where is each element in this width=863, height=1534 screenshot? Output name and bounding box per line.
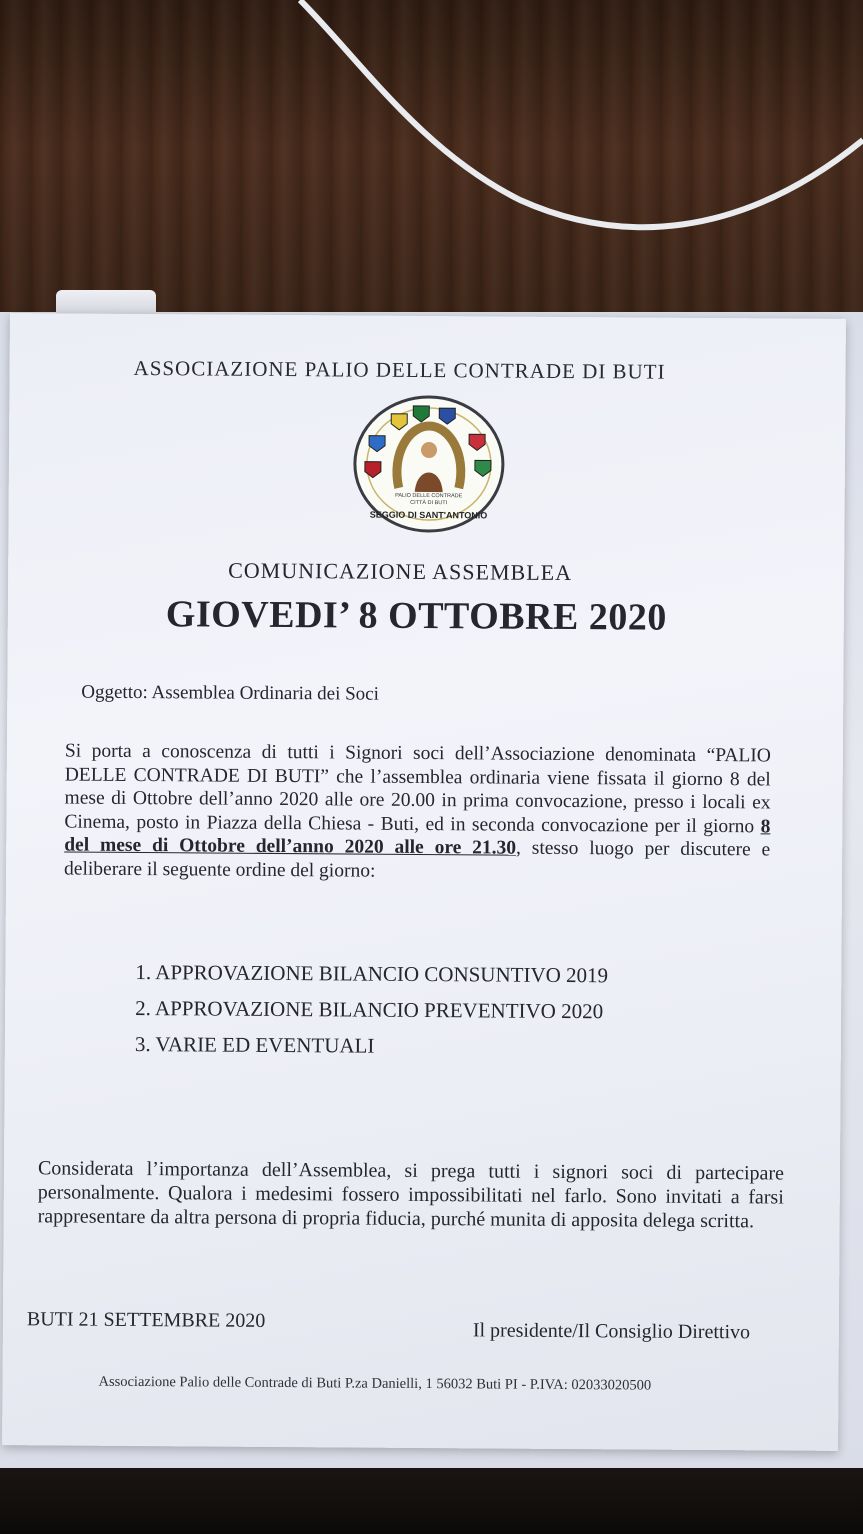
signature: Il presidente/Il Consiglio Direttivo: [472, 1319, 751, 1344]
agenda-item: 1. APPROVAZIONE BILANCIO CONSUNTIVO 2019: [135, 959, 609, 988]
subject-line: Oggetto: Assemblea Ordinaria dei Soci: [81, 681, 379, 705]
logo-text-bottom: SEGGIO DI SANT'ANTONIO: [369, 509, 488, 521]
white-cable: [0, 0, 863, 330]
meeting-date-headline: GIOVEDI’ 8 OTTOBRE 2020: [165, 593, 668, 639]
floor-shadow: [0, 1468, 863, 1534]
agenda-list: [135, 954, 608, 1065]
convocation-paragraph: [64, 739, 771, 885]
logo-text-mid: CITTÀ DI BUTI: [410, 499, 448, 507]
association-title: ASSOCIAZIONE PALIO DELLE CONTRADE DI BUTI: [133, 355, 666, 384]
agenda-item: 2. APPROVAZIONE BILANCIO PREVENTIVO 2020: [135, 995, 604, 1024]
place-and-date: BUTI 21 SETTEMBRE 2020: [26, 1308, 266, 1332]
agenda-item: 3. VARIE ED EVENTUALI: [134, 1031, 375, 1058]
notice-paper: [2, 313, 846, 1451]
paragraph-end: , stesso luogo per discutere e deliberare il seguente ordine del giorno:: [64, 838, 771, 882]
palio-logo-emblem: [350, 393, 507, 534]
communication-heading: COMUNICAZIONE ASSEMBLEA: [228, 557, 573, 586]
logo-text-top: PALIO DELLE CONTRADE: [395, 492, 463, 500]
closing-paragraph: Considerata l’importanza dell’Assemblea, si prega tutti i signori soci di partecipare personalmente. Qualora i medesimi fossero impossibilitati nel farlo. Sono invitati a farsi rappresentare da altra persona di propria fiducia, purché munita di apposita delega scritta.: [37, 1157, 785, 1233]
footer-address: Associazione Palio delle Contrade di Buti P.za Danielli, 1 56032 Buti PI - P.IVA: 02033020500: [98, 1373, 652, 1394]
paragraph-start: Si porta a conoscenza di tutti i Signori soci dell’Associazione denominata “PALIO DELLE CONTRADE DI BUTI” che l’assemblea ordinaria viene fissata il giorno 8 del mese di Ottobre dell’anno 2020 alle ore 20.00 in prima convocazione, presso i locali ex Cinema, posto in Piazza della Chiesa - Buti, ed in seconda convocazione per il giorno: [64, 740, 771, 838]
second-convocation-date: 8 del mese di Ottobre dell’anno 2020 alle ore 21.30: [64, 816, 771, 860]
